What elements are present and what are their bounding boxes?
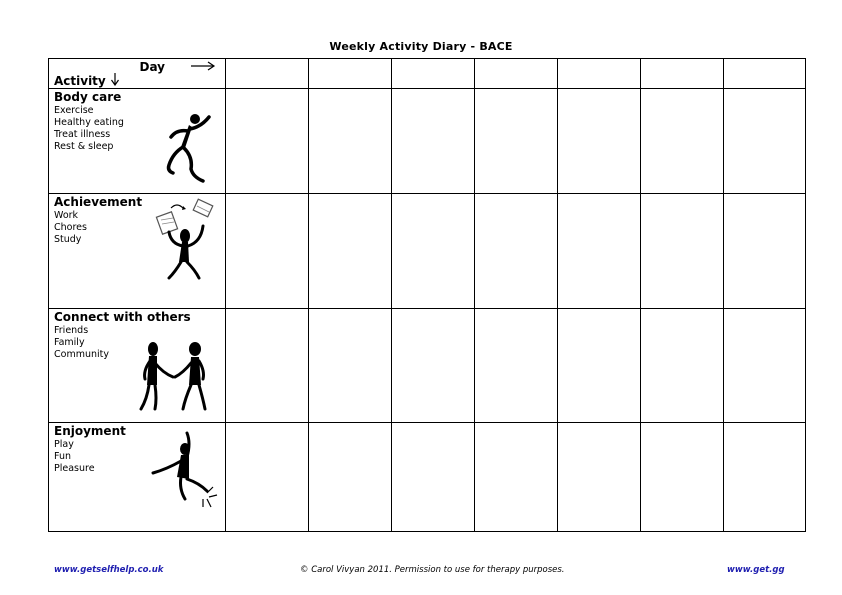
- category-title: Body care: [54, 90, 122, 104]
- category-item: Healthy eating: [54, 117, 124, 128]
- day-cell[interactable]: [309, 59, 392, 89]
- day-cell[interactable]: [724, 59, 806, 89]
- page-title: Weekly Activity Diary - BACE: [329, 40, 513, 53]
- diary-cell[interactable]: [641, 423, 724, 532]
- category-item: Study: [54, 234, 82, 245]
- diary-cell[interactable]: [724, 194, 806, 309]
- category-item: Exercise: [54, 105, 94, 116]
- diary-cell[interactable]: [475, 309, 558, 423]
- activity-diary-table: [48, 58, 806, 532]
- day-cell[interactable]: [475, 59, 558, 89]
- diary-cell[interactable]: [392, 194, 475, 309]
- category-items: [54, 439, 95, 475]
- category-item: Fun: [54, 451, 71, 462]
- diary-cell[interactable]: [724, 89, 806, 194]
- footer-copyright: © Carol Vivyan 2011. Permission to use for therapy purposes.: [300, 565, 565, 575]
- category-row-achievement: [49, 194, 806, 309]
- diary-cell[interactable]: [309, 423, 392, 532]
- diary-cell[interactable]: [392, 309, 475, 423]
- diary-cell[interactable]: [641, 89, 724, 194]
- category-items: [54, 210, 87, 246]
- category-item: Chores: [54, 222, 87, 233]
- diary-cell[interactable]: [226, 89, 309, 194]
- right-arrow-icon: [190, 60, 216, 72]
- category-title: Achievement: [54, 195, 143, 209]
- diary-cell[interactable]: [309, 194, 392, 309]
- category-title: Connect with others: [54, 310, 191, 324]
- diary-cell[interactable]: [226, 423, 309, 532]
- diary-cell[interactable]: [558, 194, 641, 309]
- diary-cell[interactable]: [641, 194, 724, 309]
- diary-cell[interactable]: [641, 309, 724, 423]
- category-row-body-care: [49, 89, 806, 194]
- category-item: Treat illness: [54, 129, 111, 140]
- category-cell-achievement: [49, 194, 226, 309]
- category-cell-enjoyment: [49, 423, 226, 532]
- category-row-connect: [49, 309, 806, 423]
- day-cell[interactable]: [392, 59, 475, 89]
- juggling-figure-icon: [155, 198, 217, 284]
- category-item: Friends: [54, 325, 89, 336]
- diary-cell[interactable]: [226, 194, 309, 309]
- category-items: [54, 105, 124, 153]
- category-item: Rest & sleep: [54, 141, 114, 152]
- header-row: [49, 59, 806, 89]
- footer-link-getselfhelp[interactable]: www.getselfhelp.co.uk: [54, 565, 164, 575]
- footer-link-getgg[interactable]: www.get.gg: [727, 565, 785, 575]
- diary-cell[interactable]: [475, 89, 558, 194]
- handshake-figures-icon: [133, 341, 219, 413]
- running-figure-icon: [159, 111, 215, 183]
- category-item: Family: [54, 337, 85, 348]
- category-cell-connect: [49, 309, 226, 423]
- category-cell-body-care: [49, 89, 226, 194]
- diary-cell[interactable]: [309, 89, 392, 194]
- jumping-figure-icon: [145, 429, 221, 511]
- category-title: Enjoyment: [54, 424, 126, 438]
- day-cell[interactable]: [226, 59, 309, 89]
- category-item: Work: [54, 210, 79, 221]
- diary-cell[interactable]: [558, 89, 641, 194]
- activity-label-text: Activity: [54, 74, 106, 88]
- diary-cell[interactable]: [392, 423, 475, 532]
- diary-cell[interactable]: [475, 194, 558, 309]
- day-cell[interactable]: [641, 59, 724, 89]
- diary-cell[interactable]: [724, 309, 806, 423]
- category-items: [54, 325, 109, 361]
- diary-cell[interactable]: [558, 423, 641, 532]
- category-item: Play: [54, 439, 74, 450]
- header-corner-cell: [49, 59, 226, 89]
- category-item: Pleasure: [54, 463, 95, 474]
- diary-cell[interactable]: [475, 423, 558, 532]
- diary-cell[interactable]: [226, 309, 309, 423]
- diary-cell[interactable]: [309, 309, 392, 423]
- down-arrow-icon: [110, 72, 120, 86]
- category-item: Community: [54, 349, 109, 360]
- diary-cell[interactable]: [558, 309, 641, 423]
- category-row-enjoyment: [49, 423, 806, 532]
- activity-label: [54, 72, 120, 88]
- day-cell[interactable]: [558, 59, 641, 89]
- diary-cell[interactable]: [392, 89, 475, 194]
- day-label: Day: [139, 60, 165, 74]
- diary-cell[interactable]: [724, 423, 806, 532]
